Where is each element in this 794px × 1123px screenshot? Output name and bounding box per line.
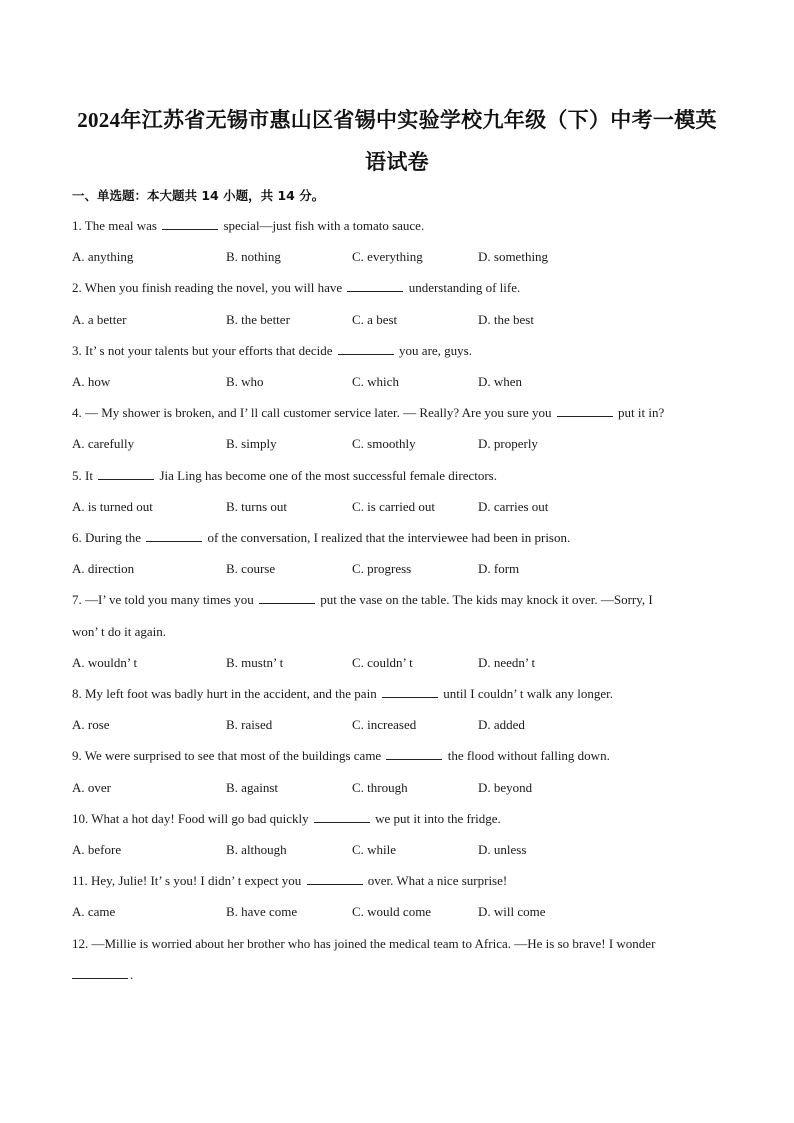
options-9 [72,780,732,798]
answer-blank [347,280,403,292]
question-9: 9. We were surprised to see that most of the buildings came the flood without falling down. [72,748,610,763]
option-a: A. came [72,904,116,919]
option-d: D. properly [478,436,538,451]
answer-blank [557,405,613,417]
option-a: A. direction [72,561,135,576]
answer-blank [72,967,128,979]
option-d: D. needn’ t [478,655,536,670]
question-4: 4. — My shower is broken, and I’ ll call customer service later. — Really? Are you sure you put it in? [72,405,665,420]
answer-blank [386,748,442,760]
question-11: 11. Hey, Julie! It’ s you! I didn’ t expect you over. What a nice surprise! [72,873,508,888]
option-a: A. over [72,780,111,795]
answer-blank [382,686,438,698]
question-10: 10. What a hot day! Food will go bad quickly we put it into the fridge. [72,811,501,826]
options-5 [72,499,732,517]
question-7-continuation: won’ t do it again. [72,624,166,639]
option-a: A. how [72,374,111,389]
options-11 [72,904,732,922]
option-c: C. increased [352,717,417,732]
option-b: B. turns out [226,499,288,514]
answer-blank [98,468,154,480]
options-6 [72,561,732,579]
option-d: D. when [478,374,523,389]
section-heading: 一、单选题：本大题共 14 小题，共 14 分。 [72,188,325,203]
option-a: A. rose [72,717,110,732]
option-b: B. course [226,561,276,576]
option-b: B. although [226,842,287,857]
option-d: D. something [478,249,549,264]
option-b: B. raised [226,717,273,732]
question-8: 8. My left foot was badly hurt in the accident, and the pain until I couldn’ t walk any longer. [72,686,614,701]
option-b: B. against [226,780,278,795]
options-2 [72,312,732,330]
option-c: C. a best [352,312,398,327]
option-b: B. nothing [226,249,281,264]
option-b: B. have come [226,904,298,919]
option-d: D. added [478,717,525,732]
options-8 [72,717,732,735]
option-c: C. couldn’ t [352,655,413,670]
question-3: 3. It’ s not your talents but your efforts that decide you are, guys. [72,343,472,358]
question-12: 12. —Millie is worried about her brother who has joined the medical team to Africa. —He is so brave! I wonder [72,936,656,951]
answer-blank [338,343,394,355]
option-d: D. the best [478,312,534,327]
answer-blank [146,530,202,542]
question-7: 7. —I’ ve told you many times you put the vase on the table. The kids may knock it over. —Sorry, I [72,592,653,607]
options-4 [72,436,732,454]
question-5: 5. It Jia Ling has become one of the most successful female directors. [72,468,497,483]
option-d: D. beyond [478,780,533,795]
exam-title-line-2: 语试卷 [365,150,429,174]
option-a: A. is turned out [72,499,153,514]
option-c: C. progress [352,561,412,576]
answer-blank [259,592,315,604]
options-7 [72,655,732,673]
option-b: B. simply [226,436,277,451]
question-6: 6. During the of the conversation, I realized that the interviewee had been in prison. [72,530,571,545]
option-c: C. while [352,842,397,857]
option-c: C. smoothly [352,436,416,451]
option-a: A. a better [72,312,127,327]
answer-blank [314,811,370,823]
option-a: A. before [72,842,122,857]
options-10 [72,842,732,860]
question-2: 2. When you finish reading the novel, you will have understanding of life. [72,280,521,295]
option-c: C. which [352,374,399,389]
option-d: D. will come [478,904,546,919]
option-a: A. carefully [72,436,135,451]
option-b: B. the better [226,312,290,327]
option-d: D. unless [478,842,527,857]
exam-title-line-1: 2024年江苏省无锡市惠山区省锡中实验学校九年级（下）中考一模英 [77,108,717,132]
option-b: B. mustn’ t [226,655,284,670]
option-c: C. would come [352,904,432,919]
answer-blank [162,218,218,230]
option-d: D. carries out [478,499,549,514]
option-a: A. wouldn’ t [72,655,138,670]
option-c: C. is carried out [352,499,436,514]
options-1 [72,249,732,267]
option-c: C. everything [352,249,423,264]
answer-blank [307,873,363,885]
question-12-continuation: . [72,967,133,983]
options-3 [72,374,732,392]
option-b: B. who [226,374,264,389]
option-c: C. through [352,780,408,795]
question-1: 1. The meal was special—just fish with a tomato sauce. [72,218,425,233]
option-a: A. anything [72,249,134,264]
option-d: D. form [478,561,520,576]
